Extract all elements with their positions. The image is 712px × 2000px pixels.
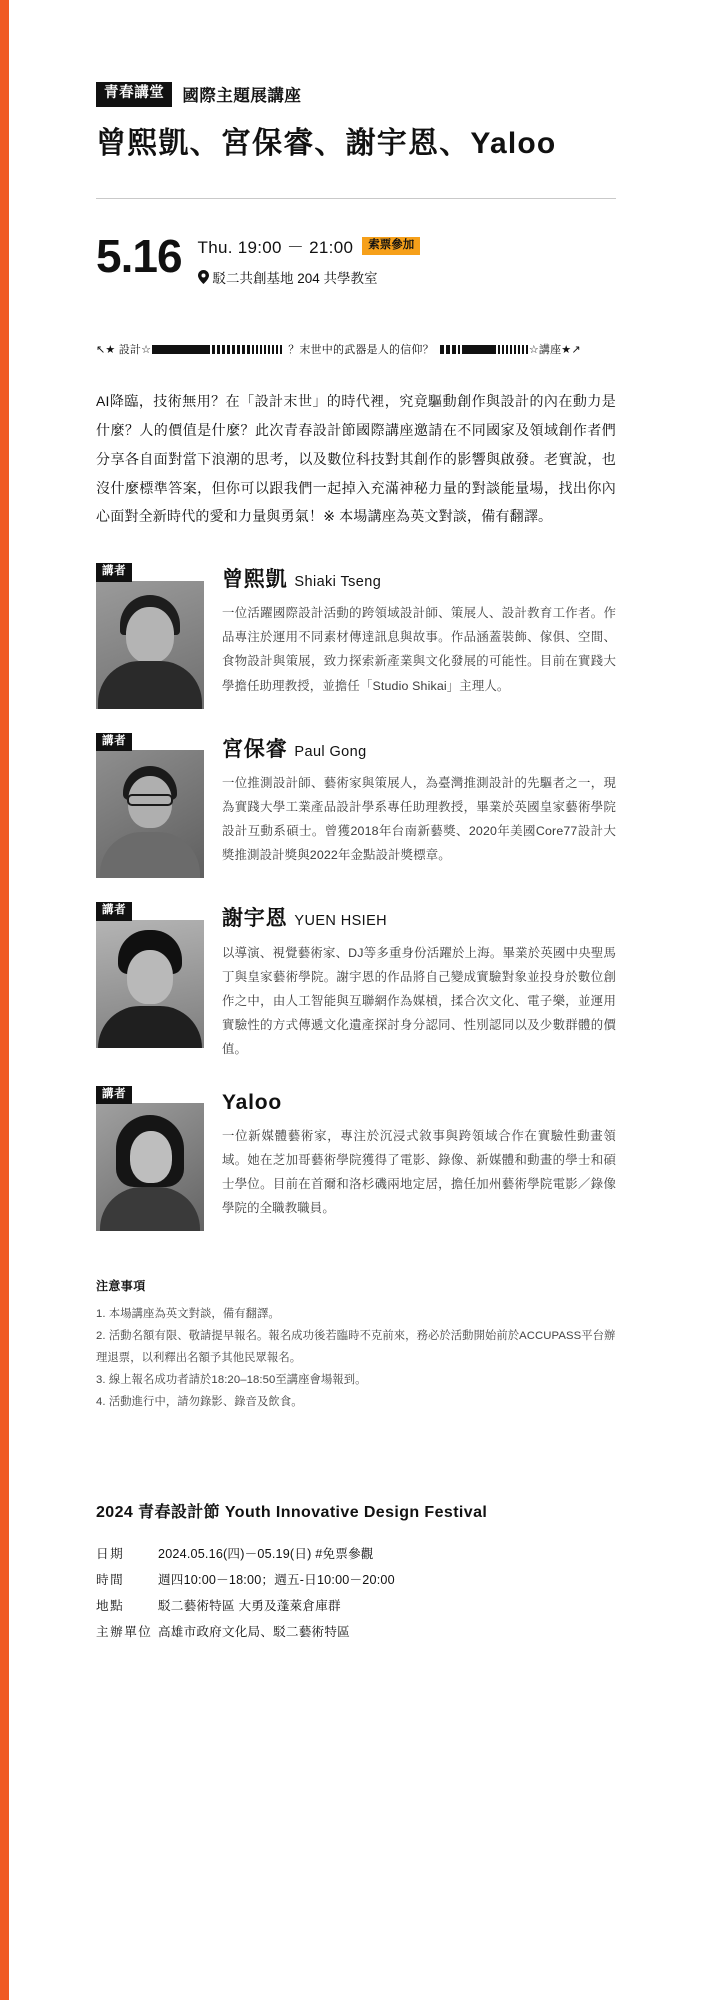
note-item: 2. 活動名額有限、敬請提早報名。報名成功後若臨時不克前來，務必於活動開始前於ACCUPASS平台辦理退票，以利釋出名額予其他民眾報名。 bbox=[96, 1330, 616, 1365]
divider-mid-text: ？末世中的武器是人的信仰？ bbox=[288, 344, 434, 357]
speaker-info bbox=[222, 900, 616, 1061]
speaker-tag: 講者 bbox=[96, 563, 132, 582]
speaker-bio: 以導演、視覺藝術家、DJ等多重身份活躍於上海。畢業於英國中央聖馬丁與皇家藝術學院。謝宇恩的作品將自己變成實驗對象並投身於數位創作之中，由人工智能與互聯網作為媒槓，揉合次文化、電子樂，並運用實驗性的方式傳遞文化遺產探討身分認同、性別認同以及少數群體的價值。 bbox=[222, 945, 616, 1057]
event-venue-row bbox=[198, 267, 421, 287]
speaker-info bbox=[222, 561, 616, 709]
kicker-tag: 青春講堂 bbox=[96, 82, 172, 107]
kicker-text: 國際主題展講座 bbox=[182, 87, 302, 106]
divider-block bbox=[462, 345, 496, 354]
speaker-tag: 講者 bbox=[96, 733, 132, 752]
speaker-name-zh: 宮保睿 bbox=[222, 737, 288, 761]
speaker-name-en: Shiaki Tseng bbox=[294, 573, 382, 590]
speaker-item bbox=[96, 561, 616, 709]
footer-section bbox=[96, 1499, 616, 1705]
avatar bbox=[96, 1103, 204, 1231]
footer-label: 日期 bbox=[96, 1547, 125, 1562]
divider-block bbox=[498, 345, 528, 354]
speaker-name bbox=[222, 567, 616, 592]
footer-label: 地點 bbox=[96, 1599, 125, 1614]
footer-row bbox=[96, 1542, 616, 1568]
speaker-name bbox=[222, 1090, 616, 1115]
speaker-list bbox=[96, 561, 616, 1232]
speaker-tag: 講者 bbox=[96, 1086, 132, 1105]
speaker-name-zh: 謝宇恩 bbox=[222, 907, 288, 931]
speaker-name-zh: 曾熙凱 bbox=[222, 567, 288, 591]
intro-paragraph: AI降臨，技術無用？在「設計末世」的時代裡，究竟驅動創作與設計的內在動力是什麼？人的價值是什麼？此次青春設計節國際講座邀請在不同國家及領域創作者們分享各自面對當下浪潮的思考，以及數位科技對其創作的影響與啟發。老實說，也沒什麼標準答案，但你可以跟我們一起掉入充滿神秘力量的對談能量場，找出你內心面對全新時代的愛和力量與勇氣！※ 本場講座為英文對談，備有翻譯。 bbox=[96, 393, 616, 525]
speaker-info bbox=[222, 731, 616, 879]
notes-section bbox=[96, 1277, 616, 1413]
speaker-name-en: Paul Gong bbox=[294, 743, 367, 760]
divider-block bbox=[152, 345, 210, 354]
speaker-tag: 講者 bbox=[96, 902, 132, 921]
divider-block bbox=[252, 345, 282, 354]
speaker-item bbox=[96, 900, 616, 1061]
header-divider bbox=[96, 198, 616, 199]
notes-title: 注意事項 bbox=[96, 1279, 146, 1294]
note-item: 4. 活動進行中，請勿錄影、錄音及飲食。 bbox=[96, 1396, 303, 1409]
speaker-item bbox=[96, 731, 616, 879]
footer-label: 時間 bbox=[96, 1573, 125, 1588]
footer-value: 高雄市政府文化局、駁二藝術特區 bbox=[158, 1624, 350, 1639]
footer-title: 2024 青春設計節 Youth Innovative Design Festival bbox=[96, 1504, 488, 1522]
avatar bbox=[96, 581, 204, 709]
note-item: 1. 本場講座為英文對談，備有翻譯。 bbox=[96, 1308, 280, 1321]
speaker-bio: 一位新媒體藝術家，專注於沉浸式敘事與跨領域合作在實驗性動畫領域。她在芝加哥藝術學院獲得了電影、錄像、新媒體和動畫的學士和碩士學位。目前在首爾和洛杉磯兩地定居，擔任加州藝術學院電影／錄像學院的全職教職員。 bbox=[222, 1128, 616, 1216]
speaker-info bbox=[222, 1084, 616, 1232]
speaker-name-zh: Yaloo bbox=[222, 1090, 283, 1114]
map-pin-icon bbox=[198, 270, 209, 284]
status-badge: 索票參加 bbox=[362, 237, 420, 255]
speaker-bio: 一位活躍國際設計活動的跨領域設計師、策展人、設計教育工作者。作品專注於運用不同素材傳達訊息與故事。作品涵蓋裝飾、傢俱、空間、食物設計與策展，致力探索新產業與文化發展的可能性。目前在實踐大學擔任助理教授，並擔任「Studio Shikai」主理人。 bbox=[222, 606, 616, 693]
portrait-column bbox=[96, 900, 204, 1061]
note-item: 3. 線上報名成功者請於18:20–18:50至講座會場報到。 bbox=[96, 1374, 367, 1387]
event-venue: 駁二共創基地 204 共學教室 bbox=[212, 271, 378, 287]
speaker-bio: 一位推測設計師、藝術家與策展人，為臺灣推測設計的先驅者之一，現為實踐大學工業產品設計學系專任助理教授，畢業於英國皇家藝術學院設計互動系碩士。曾獲2018年台南新藝獎、2020年美國Core77設計大獎推測設計獎與2022年金點設計獎標章。 bbox=[222, 775, 616, 863]
event-meta bbox=[96, 227, 616, 287]
avatar bbox=[96, 750, 204, 878]
event-detail-column bbox=[198, 227, 421, 287]
portrait-column bbox=[96, 1084, 204, 1232]
footer-value: 2024.05.16(四)－05.19(日) #免票參觀 bbox=[158, 1547, 374, 1562]
event-time-row bbox=[198, 233, 421, 258]
kicker-row bbox=[96, 82, 616, 107]
left-accent-bar bbox=[0, 0, 9, 2000]
divider-block bbox=[440, 345, 460, 354]
speaker-item bbox=[96, 1084, 616, 1232]
portrait-column bbox=[96, 731, 204, 879]
page-title: 曾熙凱、宮保睿、謝宇恩、Yaloo bbox=[96, 126, 557, 160]
decorative-divider bbox=[96, 341, 616, 357]
speaker-name bbox=[222, 906, 616, 931]
footer-value: 駁二藝術特區 大勇及蓬萊倉庫群 bbox=[158, 1599, 341, 1614]
divider-block bbox=[212, 345, 250, 354]
footer-row bbox=[96, 1594, 616, 1620]
footer-row bbox=[96, 1620, 616, 1646]
header bbox=[96, 0, 616, 199]
event-time: Thu. 19:00 － 21:00 bbox=[197, 238, 354, 258]
portrait-column bbox=[96, 561, 204, 709]
avatar bbox=[96, 920, 204, 1048]
event-date: 5.16 bbox=[96, 230, 182, 283]
footer-value: 週四10:00－18:00；週五-日10:00－20:00 bbox=[158, 1573, 395, 1588]
footer-label: 主辦單位 bbox=[96, 1624, 153, 1639]
speaker-name bbox=[222, 737, 616, 762]
footer-row bbox=[96, 1568, 616, 1594]
divider-right-text: ☆講座★↗ bbox=[528, 344, 581, 357]
speaker-name-en: YUEN HSIEH bbox=[294, 913, 388, 930]
divider-left-text: ↖★ 設計☆ bbox=[96, 344, 152, 357]
